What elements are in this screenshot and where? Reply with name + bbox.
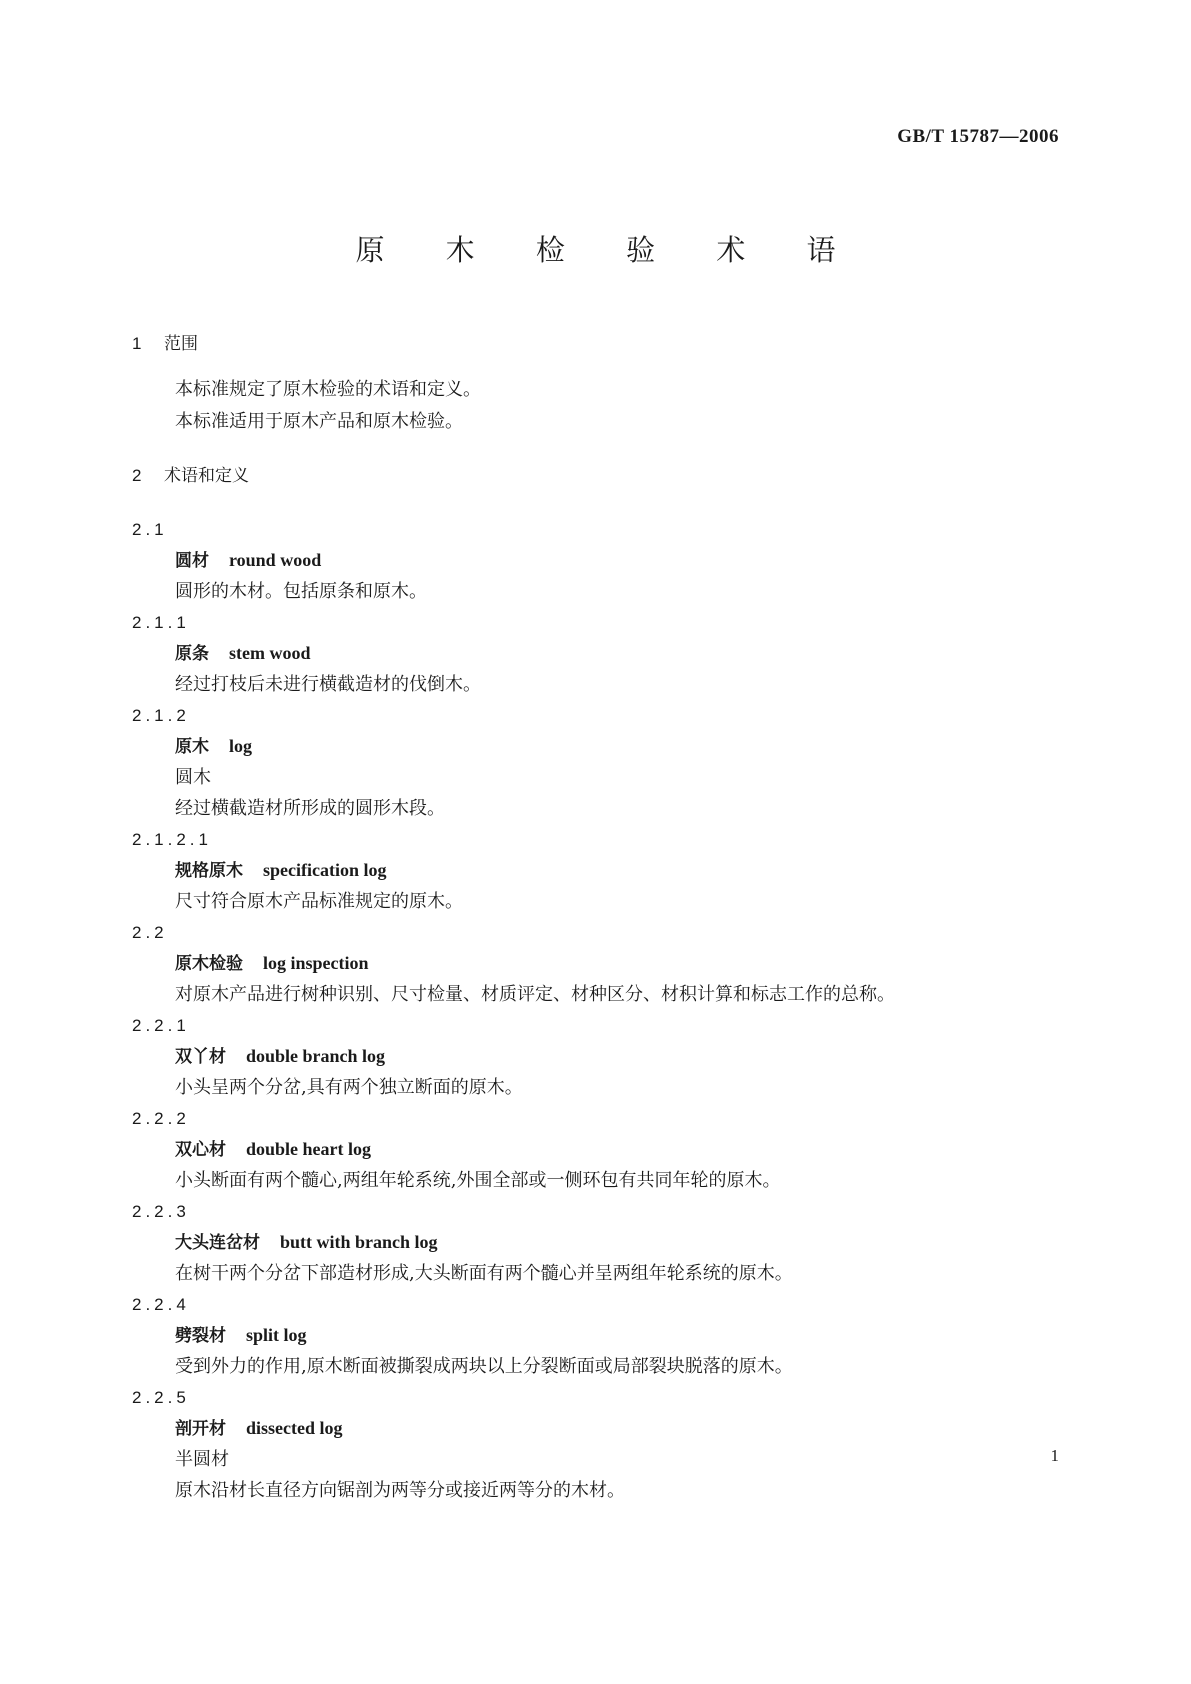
section-title: 范围: [164, 334, 198, 354]
term-definition: 在树干两个分岔下部造材形成,大头断面有两个髓心并呈两组年轮系统的原木。: [175, 1263, 793, 1284]
term-number: 2.2.1: [132, 1016, 190, 1035]
term-number: 2.1: [132, 520, 168, 539]
term-heading: [132, 1320, 1092, 1351]
standard-code: GB/T 15787—2006: [897, 126, 1059, 147]
term-number: 2.2.3: [132, 1202, 190, 1221]
term-definition: 小头呈两个分岔,具有两个独立断面的原木。: [175, 1077, 523, 1098]
term-english: butt with branch log: [280, 1232, 438, 1252]
term-heading: [132, 731, 1092, 762]
term-chinese: 原条: [175, 644, 209, 664]
term-number: 2.2.4: [132, 1295, 190, 1314]
term-definition: 尺寸符合原木产品标准规定的原木。: [175, 891, 463, 912]
term-chinese: 剖开材: [175, 1419, 226, 1439]
term-english: double heart log: [246, 1139, 372, 1159]
term-english: split log: [246, 1325, 307, 1345]
term-english: log inspection: [263, 953, 369, 973]
section-number: 2: [132, 466, 142, 485]
term-english: specification log: [263, 860, 387, 880]
term-chinese: 规格原木: [175, 861, 243, 881]
term-synonym: 圆木: [175, 767, 211, 788]
term-definition: 原木沿材长直径方向锯剖为两等分或接近两等分的木材。: [175, 1480, 625, 1501]
term-synonym: 半圆材: [175, 1449, 229, 1470]
term-definition: 圆形的木材。包括原条和原木。: [175, 581, 427, 602]
term-number: 2.1.2.1: [132, 830, 212, 849]
term-number: 2.2: [132, 923, 168, 942]
term-english: double branch log: [246, 1046, 386, 1066]
term-definition: 对原木产品进行树种识别、尺寸检量、材质评定、材种区分、材积计算和标志工作的总称。: [175, 984, 895, 1005]
term-chinese: 大头连岔材: [175, 1233, 260, 1253]
term-definition: 经过打枝后未进行横截造材的伐倒木。: [175, 674, 481, 695]
term-heading: [132, 1134, 1092, 1165]
term-chinese: 原木: [175, 737, 209, 757]
term-heading: [132, 948, 1092, 979]
term-english: log: [229, 736, 253, 756]
term-number: 2.1.2: [132, 706, 190, 725]
term-chinese: 劈裂材: [175, 1326, 226, 1346]
term-number: 2.2.5: [132, 1388, 190, 1407]
term-heading: [132, 638, 1092, 669]
term-definition: 小头断面有两个髓心,两组年轮系统,外围全部或一侧环包有共同年轮的原木。: [175, 1170, 781, 1191]
section-number: 1: [132, 334, 142, 353]
term-english: dissected log: [246, 1418, 343, 1438]
document-title: 原 木 检 验 术 语: [355, 233, 862, 267]
term-chinese: 双丫材: [175, 1047, 226, 1067]
term-number: 2.2.2: [132, 1109, 190, 1128]
section-title: 术语和定义: [164, 466, 249, 486]
term-heading: [132, 855, 1092, 886]
section-heading: [132, 460, 1092, 492]
term-chinese: 圆材: [175, 551, 209, 571]
term-definition: 经过横截造材所形成的圆形木段。: [175, 798, 445, 819]
term-chinese: 原木检验: [175, 954, 243, 974]
paragraph: 本标准规定了原木检验的术语和定义。: [175, 379, 481, 400]
term-definition: 受到外力的作用,原木断面被撕裂成两块以上分裂断面或局部裂块脱落的原木。: [175, 1356, 793, 1377]
term-chinese: 双心材: [175, 1140, 226, 1160]
term-heading: [132, 1413, 1092, 1444]
term-heading: [132, 545, 1092, 576]
term-number: 2.1.1: [132, 613, 190, 632]
page-number: 1: [1050, 1446, 1059, 1465]
document-body: [132, 328, 1092, 1506]
term-heading: [132, 1041, 1092, 1072]
term-english: round wood: [229, 550, 322, 570]
term-heading: [132, 1227, 1092, 1258]
paragraph: 本标准适用于原木产品和原木检验。: [175, 411, 463, 432]
term-english: stem wood: [229, 643, 311, 663]
section-heading: [132, 328, 1092, 360]
